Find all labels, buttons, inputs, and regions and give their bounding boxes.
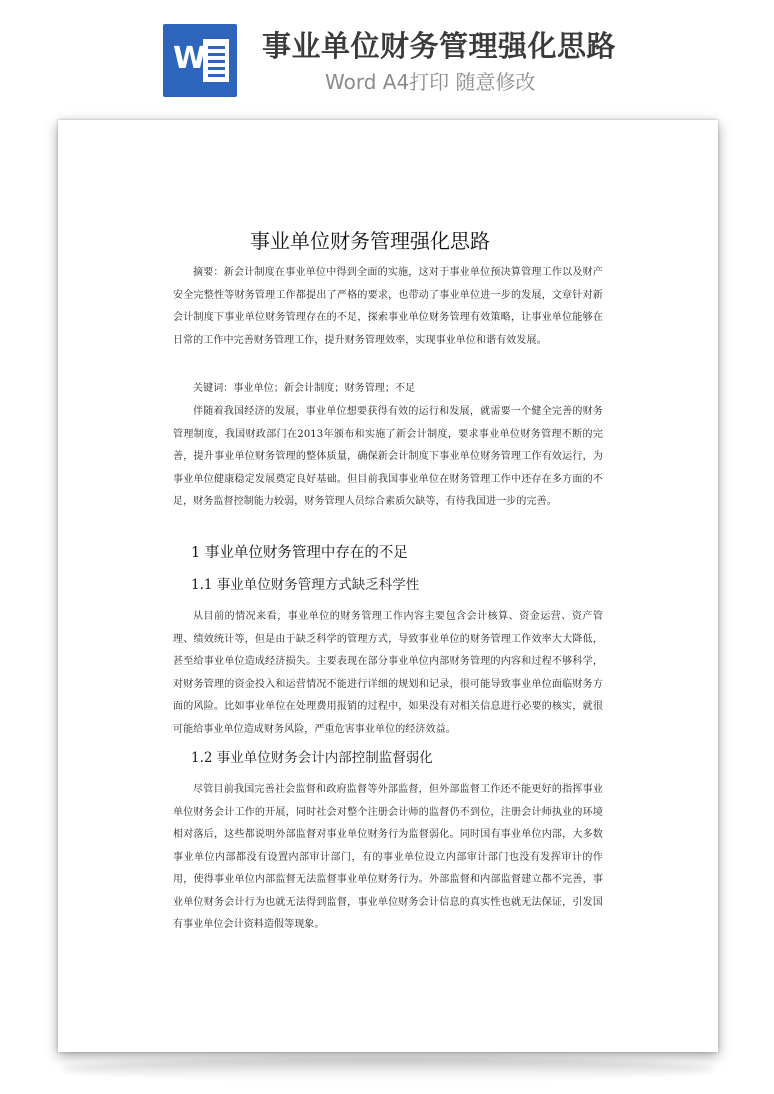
page-title: 事业单位财务管理强化思路 — [262, 29, 617, 63]
abstract-paragraph: 摘要：新会计制度在事业单位中得到全面的实施，这对于事业单位预决算管理工作以及财产安全完整性等财务管理工作都提出了严格的要求，也带动了事业单位进一步的发展，文章针对新会计制度下事业单位财务管理存在的不足，探索事业单位财务管理有效策略，让事业单位能够在日常的工作中完善财务管理工作，提升财务管理效率，实现事业单位和谐有效发展。 — [173, 267, 603, 346]
page-shadow — [62, 1058, 714, 1080]
subsection-1-2-paragraph: 尽管目前我国完善社会监督和政府监督等外部监督，但外部监督工作还不能更好的指挥事业单位财务会计工作的开展，同时社会对整个注册会计师的监督仍不到位，注册会计师执业的环境相对落后，这些都说明外部监督对事业单位财务行为监督弱化。同时国有事业单位内部，大多数事业单位内部都没有设置内部审计部门，有的事业单位设立内部审计部门也没有发挥审计的作用，使得事业单位内部监督无法监督事业单位财务行为。外部监督和内部监督建立都不完善，事业单位财务会计行为也就无法得到监督，事业单位财务会计信息的真实性也就无法保证，引发国有事业单位会计资料造假等现象。 — [173, 784, 603, 930]
subsection-1-2-heading: 1.2 事业单位财务会计内部控制监督弱化 — [191, 750, 433, 766]
page-subtitle: Word A4打印 随意修改 — [325, 70, 536, 94]
header — [0, 0, 774, 118]
intro-paragraph: 伴随着我国经济的发展，事业单位想要获得有效的运行和发展，就需要一个健全完善的财务管理制度，我国财政部门在2013年颁布和实施了新会计制度，要求事业单位财务管理不断的完善，提升事业单位财务管理的整体质量，确保新会计制度下事业单位财务管理工作有效运行，为事业单位健康稳定发展奠定良好基础。但目前我国事业单位在财务管理工作中还存在多方面的不足，财务监督控制能力较弱，财务管理人员综合素质欠缺等，有待我国进一步的完善。 — [173, 406, 603, 507]
keywords-paragraph: 关键词：事业单位；新会计制度；财务管理；不足 — [193, 383, 416, 394]
word-icon-sheet — [203, 39, 229, 82]
document-title: 事业单位财务管理强化思路 — [250, 229, 490, 253]
subsection-1-1-heading: 1.1 事业单位财务管理方式缺乏科学性 — [191, 577, 420, 593]
word-document-icon — [163, 24, 237, 97]
subsection-1-1-paragraph: 从目前的情况来看，事业单位的财务管理工作内容主要包含会计核算、资金运营、资产管理、绩效统计等，但是由于缺乏科学的管理方式，导致事业单位的财务管理工作效率大大降低，甚至给事业单位造成经济损失。主要表现在部分事业单位内部财务管理的内容和过程不够科学，对财务管理的资金投入和运营情况不能进行详细的规划和记录，很可能导致事业单位面临财务方面的风险。比如事业单位在处理费用报销的过程中，如果没有对相关信息进行必要的核实，就很可能给事业单位造成财务风险，严重危害事业单位的经济效益。 — [173, 611, 603, 735]
section-1-heading: 1 事业单位财务管理中存在的不足 — [191, 545, 408, 561]
word-icon-letter: W — [173, 41, 207, 76]
